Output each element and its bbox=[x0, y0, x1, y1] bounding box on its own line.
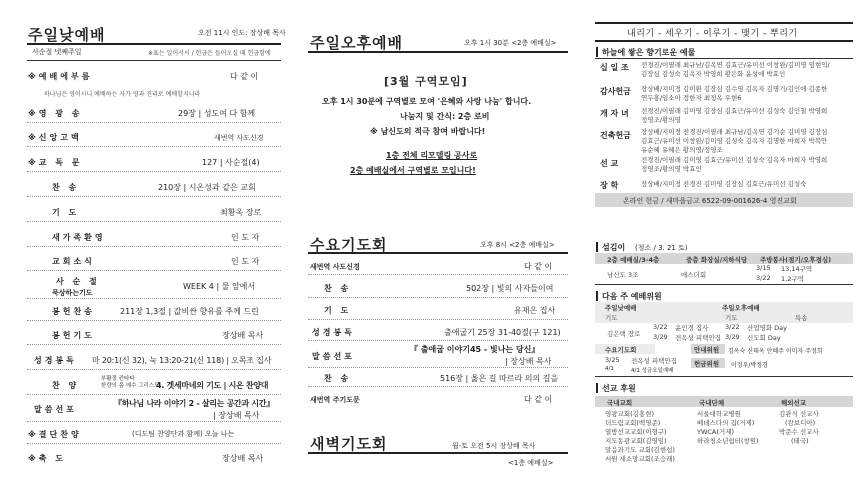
order-value: 4. 겟세마네의 기도 | 시온 찬양대 bbox=[156, 381, 269, 390]
order-label: 봉헌기도 bbox=[52, 331, 95, 340]
mission-head: 해외선교 bbox=[781, 399, 807, 407]
order-value-small: 부활절 칸타타 한량의 몸 예수 그리스도 bbox=[101, 376, 160, 389]
mission-cell: 더드림교회(백영준) bbox=[605, 419, 661, 427]
order-label: 찬 양 bbox=[52, 381, 80, 390]
mission-cell: 베데스다의 집(거제) bbox=[697, 419, 755, 427]
offering-type: 장 학 bbox=[600, 181, 619, 190]
title-rule bbox=[308, 51, 568, 53]
next-title: 다음 주 예배위원 bbox=[602, 292, 662, 301]
separator bbox=[27, 171, 281, 172]
separator bbox=[308, 297, 568, 298]
next-cell: 3/22 bbox=[725, 323, 740, 331]
morning-subtitle: 사순절 넷째주일 bbox=[32, 48, 82, 56]
next-head: 주일오후예배 bbox=[722, 304, 760, 312]
dawn-place: <1층 예배실> bbox=[508, 459, 554, 467]
offering-names: 전경진/이필래 김미영 김효근/유미선 김성숙 김옥자 마희자 박영희 정영조/황의영 박효인 bbox=[641, 156, 828, 173]
next-cell: 김은택 장로 bbox=[607, 330, 641, 338]
offering-committee-label: 헌금위원 bbox=[694, 360, 720, 368]
separator bbox=[308, 274, 568, 275]
order-value: 『하나님 나라 이야기 2 - 살리는 공간과 시간』 bbox=[114, 399, 274, 408]
next-cell: 전옥성 피택안집 bbox=[675, 334, 722, 342]
title-rule bbox=[27, 43, 281, 45]
next-cell: 신도회 Day bbox=[747, 334, 781, 342]
order-label: 사 순 절 bbox=[56, 277, 100, 286]
afternoon-title: 주일오후예배 bbox=[310, 34, 403, 52]
offering-title: 하늘에 쌓은 향기로운 예물 bbox=[602, 48, 696, 57]
afternoon-time-info: 오후 1시 30분 <2층 예배실> bbox=[464, 39, 557, 47]
order-label: ※결단찬양 bbox=[28, 430, 82, 439]
morning-time-info: 오전 11시 인도: 장상배 목사 bbox=[198, 29, 286, 37]
order-label: 성경봉독 bbox=[312, 328, 355, 337]
serve-head: 2층 예배실/3-4층 bbox=[607, 256, 660, 264]
wed-cell: 4/1 성금요일예배 bbox=[631, 368, 674, 374]
mission-head: 국내단체 bbox=[699, 399, 725, 407]
mission-cell: 지도동광교회(김영임) bbox=[605, 437, 667, 445]
order-label: 찬 송 bbox=[324, 374, 352, 383]
serve-cell: 13,14구역 bbox=[781, 265, 813, 273]
order-label: ※신앙고백 bbox=[28, 133, 82, 142]
motto-rule-bottom bbox=[595, 40, 853, 42]
section-rule bbox=[595, 376, 853, 377]
next-head-sub: 특송 bbox=[795, 314, 808, 322]
mission-cell: 말음과기도 교회(김현섭) bbox=[605, 446, 675, 454]
order-label: 새번역 주기도문 bbox=[310, 396, 360, 404]
separator bbox=[27, 394, 281, 395]
mission-cell: (캄보디아) bbox=[785, 419, 816, 427]
separator bbox=[27, 221, 281, 222]
order-value: 인 도 자 bbox=[231, 233, 260, 242]
order-value: 다 같 이 bbox=[230, 72, 259, 81]
serve-cell: 3/15 bbox=[756, 264, 771, 272]
serve-cell: 1,2구역 bbox=[781, 275, 804, 283]
serve-head: 주방봉사(점기/오후점심) bbox=[760, 256, 832, 264]
order-label: 기 도 bbox=[324, 306, 352, 315]
mission-cell: 서울대학교병원 bbox=[697, 410, 741, 418]
offering-names: 전경진/이필래 김미영 김장심 김효근/유미선 김성숙 김인철 박영희 정영조/황의영 bbox=[641, 107, 828, 124]
order-value: (디도팀 찬양단과 함께) 오늘 나는 bbox=[132, 430, 235, 438]
order-label-2: 묵상하는기도 bbox=[52, 289, 93, 297]
offering-type: 십 일 조 bbox=[600, 63, 629, 72]
separator bbox=[27, 320, 281, 321]
separator bbox=[308, 367, 568, 368]
serve-title: 섬김이 bbox=[602, 243, 626, 252]
separator bbox=[27, 146, 281, 147]
separator bbox=[27, 270, 281, 271]
offering-type: 개 자 녀 bbox=[600, 109, 629, 118]
mission-cell: 박준수 선교사 bbox=[779, 428, 819, 436]
serve-cell: 에스더회 bbox=[681, 271, 707, 279]
mission-cell: 영광교회(김홍현) bbox=[605, 410, 655, 418]
separator bbox=[27, 369, 281, 370]
event-title: [3월 구역모임] bbox=[384, 75, 468, 88]
event-line: 오후 1시 30분에 구역별로 모여 '은혜와 사랑 나눔' 합니다. bbox=[322, 97, 532, 106]
offering-committee-value: 이정우/박정경 bbox=[731, 362, 768, 369]
morning-note: ※표는 일어서서 / 헌금은 들어오실 때 헌금함에 bbox=[148, 50, 271, 57]
offering-names: 장상배/지미정 전경진 김미영 김장심 김효근/유미선 김성숙 bbox=[641, 180, 807, 188]
separator bbox=[27, 421, 281, 422]
guide-value: 김옥숙 신태옥 안혜주 이미자 주정희 bbox=[728, 348, 823, 355]
next-head-sub: 기도 bbox=[605, 314, 618, 322]
right-section bbox=[585, 0, 860, 481]
motto: 내리기 - 세우기 - 이루기 - 맺기 - 뿌리기 bbox=[627, 29, 798, 39]
section-marker bbox=[596, 47, 598, 57]
morning-worship-section bbox=[0, 0, 290, 481]
next-head-sub: 기도 bbox=[725, 314, 738, 322]
order-label: ※예배에부름 bbox=[28, 72, 93, 81]
morning-title: 주일낮예배 bbox=[28, 26, 106, 44]
order-value: 새번역 사도신경 bbox=[214, 134, 264, 142]
order-value: 29장 | 성도여 다 함께 bbox=[178, 109, 256, 118]
order-label: 기 도 bbox=[52, 208, 80, 217]
mission-cell: YWCA(거제) bbox=[697, 428, 735, 436]
dawn-time-info: 월-토 오전 5시 장상배 목사 bbox=[452, 442, 536, 450]
offering-type: 건축헌금 bbox=[600, 131, 631, 140]
mission-title: 선교 후원 bbox=[602, 384, 636, 393]
order-value: WEEK 4 | 물 앞에서 bbox=[183, 282, 256, 291]
section-rule bbox=[595, 58, 853, 59]
wed-cell: 3/25 bbox=[605, 356, 620, 364]
order-value: 인 도 자 bbox=[231, 257, 260, 266]
order-label: 찬 송 bbox=[324, 284, 352, 293]
mission-head: 국내교회 bbox=[607, 399, 633, 407]
order-value: 211장 1,3절 | 값비싼 향유를 주께 드린 bbox=[120, 307, 259, 316]
separator bbox=[27, 344, 281, 345]
wednesday-time-info: 오후 8시 <2층 예배실> bbox=[480, 241, 555, 249]
next-cell: 윤인경 집사 bbox=[675, 324, 709, 332]
order-label: 말씀선포 bbox=[34, 405, 77, 414]
next-head: 주일낮예배 bbox=[605, 304, 637, 312]
mission-cell: (태국) bbox=[791, 437, 809, 445]
mission-cell: 하라청소년쉼터(창원) bbox=[697, 437, 759, 445]
separator bbox=[27, 298, 281, 299]
order-label: ※영 광 송 bbox=[28, 109, 83, 118]
offering-names: 장상배/지미정 김미환 김장심 김수영 김옥자 김명기/김인애 김종한 연두홍/임소아 정한자 최정옥 우현6 bbox=[641, 85, 828, 102]
separator bbox=[27, 443, 281, 444]
order-value: 마 20:1(신 32), 눅 13:20-21(신 118) | 오목조 집사 bbox=[92, 356, 272, 365]
order-value: 장상배 목사 bbox=[222, 331, 264, 340]
order-label: 새번역 사도신경 bbox=[310, 263, 360, 271]
order-value: 장상배 목사 bbox=[222, 454, 264, 463]
order-value: 502장 | 빛의 사자들이여 bbox=[466, 284, 554, 293]
order-label: ※교 독 문 bbox=[28, 158, 83, 167]
order-label: 찬 송 bbox=[52, 183, 80, 192]
order-sub: 하나님은 영이시니 예배하는 자가 영과 진리로 예배할지니라 bbox=[44, 91, 201, 98]
section-marker bbox=[596, 383, 598, 393]
order-label: 봉헌찬송 bbox=[52, 307, 95, 316]
separator bbox=[27, 122, 281, 123]
notice-line: 2층 예배실에서 구역별로 모입니다! bbox=[350, 166, 476, 175]
offering-names: 전경진/이필래 최규남/김옥연 김효근/유미선 이창완/김미영 임현익/ 김장심 김성숙 김옥자 박영희 황은화 윤성애 박효인 bbox=[641, 61, 830, 78]
wed-cell: 전옥성 피택안집 bbox=[631, 357, 678, 365]
order-label: 말씀선포 bbox=[312, 352, 355, 361]
separator bbox=[308, 340, 568, 341]
subtitle-rule bbox=[27, 60, 281, 61]
wed-cell: 4/1 bbox=[605, 366, 614, 372]
section-marker bbox=[596, 242, 598, 252]
separator bbox=[308, 319, 568, 320]
order-label: 성경봉독 bbox=[34, 356, 77, 365]
separator bbox=[27, 246, 281, 247]
order-value: 유재은 집사 bbox=[514, 306, 556, 315]
order-value-2: | 장상배 목사 bbox=[213, 411, 260, 420]
order-label: ※축 도 bbox=[28, 454, 67, 463]
offering-type: 감사헌금 bbox=[600, 87, 631, 96]
section-marker bbox=[596, 291, 598, 301]
order-value: 최황옥 장로 bbox=[220, 208, 262, 217]
next-cell: 3/29 bbox=[653, 333, 668, 341]
order-value: 210장 | 시온성과 같은 교회 bbox=[158, 183, 256, 192]
order-value: 출애굽기 25장 31-40절(구 121) bbox=[444, 328, 561, 337]
separator bbox=[27, 196, 281, 197]
order-value: 다 같 이 bbox=[524, 395, 553, 404]
serve-cell: 남신도 3조 bbox=[607, 271, 639, 279]
next-cell: 3/29 bbox=[725, 333, 740, 341]
offering-type: 선 교 bbox=[600, 159, 619, 168]
title-rule bbox=[308, 452, 568, 454]
next-cell: 3/22 bbox=[653, 323, 668, 331]
order-value: 『 출애굽 이야기45 - 빛나는 당신』 bbox=[410, 345, 540, 354]
serve-head: 중층 화장실/지하식당 bbox=[686, 256, 748, 264]
next-cell: 산업영화 Day bbox=[747, 324, 788, 332]
wednesday-title: 수요기도회 bbox=[310, 236, 388, 254]
section-rule bbox=[595, 284, 853, 285]
order-value-2: | 장상배 목사 bbox=[505, 357, 552, 366]
order-label: 교회소식 bbox=[52, 257, 95, 266]
serve-cell: 3/22 bbox=[756, 274, 771, 282]
title-rule bbox=[308, 252, 568, 254]
wed-title: 수요기도회 bbox=[605, 346, 637, 354]
separator bbox=[308, 386, 568, 387]
guide-label: 안내위원 bbox=[694, 346, 720, 354]
mission-cell: 열방선교교회(이형구) bbox=[605, 428, 667, 436]
middle-section bbox=[292, 0, 582, 481]
dawn-title: 새벽기도회 bbox=[310, 435, 388, 453]
order-value: 516장 | 옳은 길 따르라 의의 길을 bbox=[440, 374, 559, 383]
order-value: 다 같 이 bbox=[524, 262, 553, 271]
serve-sub: (청소 / 3. 21 토) bbox=[635, 244, 688, 252]
mission-cell: 서원 새소망교회(조승래) bbox=[605, 455, 675, 463]
mission-cell: 김관식 선교사 bbox=[779, 410, 819, 418]
order-value: 127 | 사순절(4) bbox=[202, 158, 260, 167]
bank-info: 온라인 헌금 / 새마을금고 6522-09-001626-4 영진교회 bbox=[623, 197, 797, 205]
offering-names: 장상배/지미정 전경진/이필래 최규남/김옥연 김기순 김미영 김장심 김효근/유미선 이창완/김미영 김성숙 김옥자 김명한 마희자 박복안 유순혜 유혜은 황의영/정영조 bbox=[641, 128, 828, 154]
order-label: 새가족환영 bbox=[52, 233, 106, 242]
notice-line: 1층 전체 리모델링 공사로 bbox=[386, 151, 478, 160]
event-line: ※ 남신도의 적극 참여 바랍니다! bbox=[370, 127, 486, 136]
event-line: 나눔지 및 간식: 2층 로비 bbox=[400, 112, 490, 121]
motto-rule-top bbox=[595, 22, 853, 24]
